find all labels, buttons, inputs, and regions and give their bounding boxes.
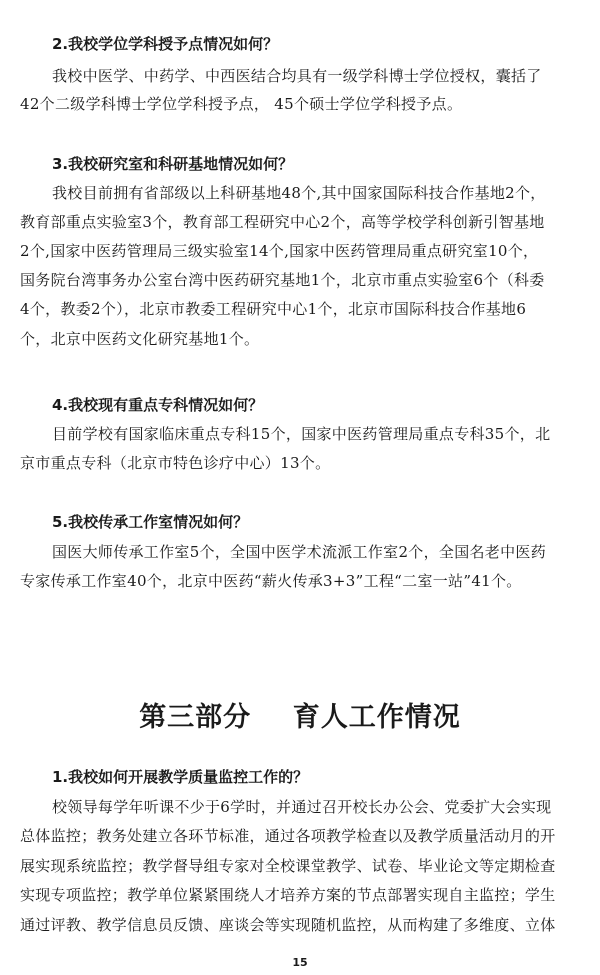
paragraph-line: 实现专项监控；教学单位紧紧围绕人才培养方案的节点部署实现自主监控；学生 xyxy=(20,886,556,904)
paragraph-line: 总体监控；教务处建立各环节标准，通过各项教学检查以及教学质量活动月的开 xyxy=(20,827,556,845)
paragraph-line: 专家传承工作室40个，北京中医药“薪火传承3+3”工程“二室一站”41个。 xyxy=(20,572,522,590)
section-heading: 5.我校传承工作室情况如何？ xyxy=(52,513,249,531)
section-heading: 2.我校学位学科授予点情况如何？ xyxy=(52,35,279,53)
paragraph-line: 我校中医学、中药学、中西医结合均具有一级学科博士学位授权，囊括了 xyxy=(52,67,542,85)
paragraph-line: 京市重点专科（北京市特色诊疗中心）13个。 xyxy=(20,454,331,472)
paragraph-line: 教育部重点实验室3个，教育部工程研究中心2个，高等学校学科创新引智基地 xyxy=(20,213,545,231)
paragraph-line: 我校目前拥有省部级以上科研基地48个,其中国家国际科技合作基地2个， xyxy=(52,184,546,202)
paragraph-line: 2个,国家中医药管理局三级实验室14个,国家中医药管理局重点研究室10个， xyxy=(20,242,539,260)
section-heading: 3.我校研究室和科研基地情况如何？ xyxy=(52,155,294,173)
paragraph-line: 国务院台湾事务办公室台湾中医药研究基地1个，北京市重点实验室6个（科委 xyxy=(20,271,545,289)
paragraph-line: 展实现系统监控；教学督导组专家对全校课堂教学、试卷、毕业论文等定期检查 xyxy=(20,857,556,875)
section-heading: 1.我校如何开展教学质量监控工作的？ xyxy=(52,768,309,786)
paragraph-line: 42个二级学科博士学位学科授予点， 45个硕士学位学科授予点。 xyxy=(20,95,463,113)
part-title: 第三部分 育人工作情况 xyxy=(139,702,461,733)
paragraph-line: 国医大师传承工作室5个，全国中医学术流派工作室2个，全国名老中医药 xyxy=(52,543,546,561)
paragraph-line: 4个，教委2个），北京市教委工程研究中心1个，北京市国际科技合作基地6 xyxy=(20,300,527,318)
paragraph-line: 目前学校有国家临床重点专科15个，国家中医药管理局重点专科35个，北 xyxy=(52,425,551,443)
paragraph-line: 个，北京中医药文化研究基地1个。 xyxy=(20,330,260,348)
paragraph-line: 校领导每学年听课不少于6学时，并通过召开校长办公会、党委扩大会实现 xyxy=(52,798,552,816)
paragraph-line: 通过评教、教学信息员反馈、座谈会等实现随机监控，从而构建了多维度、立体 xyxy=(20,916,556,934)
section-heading: 4.我校现有重点专科情况如何？ xyxy=(52,396,264,414)
page-number: 15 xyxy=(292,956,308,969)
